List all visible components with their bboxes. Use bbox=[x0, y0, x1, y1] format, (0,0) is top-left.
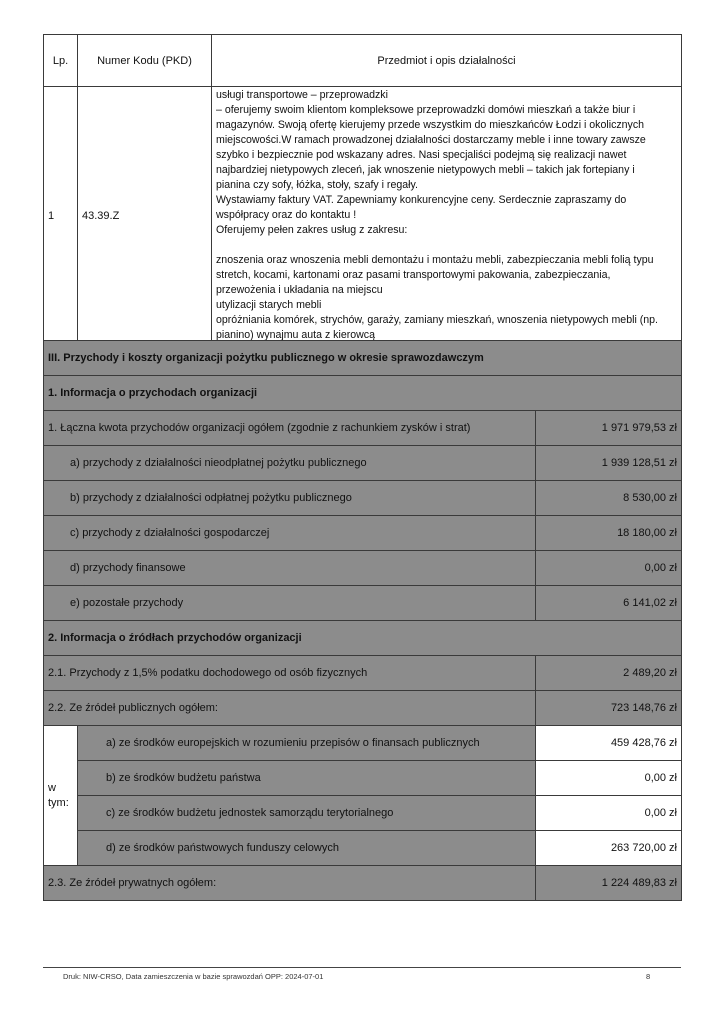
income-item-row bbox=[44, 516, 682, 551]
tax-1-5-amount: 2 489,20 zł bbox=[536, 656, 682, 691]
public-item-row bbox=[44, 761, 682, 796]
income-item-label: b) przychody z działalności odpłatnej pożytku publicznego bbox=[44, 481, 536, 516]
total-income-row bbox=[44, 411, 682, 446]
in-that-word-1: w bbox=[48, 781, 56, 794]
footer-print-info: Druk: NIW-CRSO, Data zamieszczenia w bazie sprawozdań OPP: 2024-07-01 bbox=[63, 972, 324, 981]
pkd-header-row bbox=[44, 35, 682, 87]
description-line: magazynów. Swoją ofertę kierujemy przede wszystkim do mieszkańców Łodzi i okolicznych bbox=[216, 119, 645, 131]
row-lp: 1 bbox=[44, 87, 78, 345]
income-table bbox=[43, 340, 682, 901]
public-item-label: a) ze środków europejskich w rozumieniu przepisów o finansach publicznych bbox=[78, 726, 536, 761]
income-item-amount: 1 939 128,51 zł bbox=[536, 446, 682, 481]
description-line: utylizacji starych mebli bbox=[216, 299, 322, 311]
pkd-row bbox=[44, 87, 682, 345]
col-header-description: Przedmiot i opis działalności bbox=[212, 35, 682, 87]
description-line: współpracy oraz do kontaktu ! bbox=[216, 209, 357, 221]
description-line: Oferujemy pełen zakres usług z zakresu: bbox=[216, 224, 408, 236]
public-total-amount: 723 148,76 zł bbox=[536, 691, 682, 726]
income-item-label: c) przychody z działalności gospodarczej bbox=[44, 516, 536, 551]
description-line: szybko i bezpiecznie pod wskazany adres. Nasi specjaliści podejmą się realizacji nawet bbox=[216, 149, 627, 161]
section-title: III. Przychody i koszty organizacji pożytku publicznego w okresie sprawozdawczym bbox=[44, 341, 682, 376]
income-item-label: e) pozostałe przychody bbox=[44, 586, 536, 621]
description-line: pianino) wynajmu auta z kierowcą bbox=[216, 329, 375, 341]
description-line: pianina czy sofy, łóżka, stoły, szafy i regały. bbox=[216, 179, 418, 191]
income-item-amount: 6 141,02 zł bbox=[536, 586, 682, 621]
income-item-label: a) przychody z działalności nieodpłatnej pożytku publicznego bbox=[44, 446, 536, 481]
public-total-label: 2.2. Ze źródeł publicznych ogółem: bbox=[44, 691, 536, 726]
income-item-row bbox=[44, 446, 682, 481]
description-blank-line bbox=[216, 238, 677, 253]
row-pkd-code: 43.39.Z bbox=[78, 87, 212, 345]
description-line: przewożenia i układania na miejscu bbox=[216, 284, 383, 296]
description-line: usługi transportowe – przeprowadzki bbox=[216, 89, 388, 101]
income-item-amount: 0,00 zł bbox=[536, 551, 682, 586]
total-income-amount: 1 971 979,53 zł bbox=[536, 411, 682, 446]
income-item-amount: 18 180,00 zł bbox=[536, 516, 682, 551]
public-item-amount: 459 428,76 zł bbox=[536, 726, 682, 761]
footer-divider bbox=[43, 967, 681, 968]
description-line: opróżniania komórek, strychów, garaży, zamiany mieszkań, wnoszenia nietypowych mebli (np. bbox=[216, 314, 658, 326]
subsection-title: 2. Informacja o źródłach przychodów organizacji bbox=[44, 621, 682, 656]
in-that-word-2: tym: bbox=[48, 796, 69, 809]
income-item-amount: 8 530,00 zł bbox=[536, 481, 682, 516]
col-header-lp: Lp. bbox=[44, 35, 78, 87]
income-item-row bbox=[44, 481, 682, 516]
income-item-label: d) przychody finansowe bbox=[44, 551, 536, 586]
description-line: miejscowości.W ramach prowadzonej działalności dostarczamy meble i inne towary zawsze bbox=[216, 134, 646, 146]
description-line: Wystawiamy faktury VAT. Zapewniamy konkurencyjne ceny. Serdecznie zapraszamy do bbox=[216, 194, 627, 206]
tax-1-5-label: 2.1. Przychody z 1,5% podatku dochodowego od osób fizycznych bbox=[44, 656, 536, 691]
section-header bbox=[44, 341, 682, 376]
description-line: najbardziej nietypowych zleceń, jak wnoszenie nietypowych mebli – takich jak fortepiany i bbox=[216, 164, 635, 176]
private-total-row bbox=[44, 866, 682, 901]
income-item-row bbox=[44, 551, 682, 586]
page-number: 8 bbox=[646, 972, 651, 981]
row-description bbox=[212, 87, 682, 345]
subsection-header bbox=[44, 621, 682, 656]
public-item-amount: 0,00 zł bbox=[536, 761, 682, 796]
description-line: – oferujemy swoim klientom kompleksowe przeprowadzki domówi mieszkań a także biur i bbox=[216, 104, 636, 116]
pkd-table bbox=[43, 34, 682, 345]
public-total-row bbox=[44, 691, 682, 726]
in-that-label bbox=[44, 726, 78, 866]
public-item-label: c) ze środków budżetu jednostek samorządu terytorialnego bbox=[78, 796, 536, 831]
tax-1-5-row bbox=[44, 656, 682, 691]
total-income-label: 1. Łączna kwota przychodów organizacji ogółem (zgodnie z rachunkiem zysków i strat) bbox=[44, 411, 536, 446]
description-line: stretch, kocami, kartonami oraz pasami transportowymi pakowania, zabezpieczania, bbox=[216, 269, 611, 281]
description-line: znoszenia oraz wnoszenia mebli demontażu i montażu mebli, zabezpieczania mebli folią typu bbox=[216, 254, 654, 266]
private-total-amount: 1 224 489,83 zł bbox=[536, 866, 682, 901]
public-item-amount: 263 720,00 zł bbox=[536, 831, 682, 866]
col-header-pkd: Numer Kodu (PKD) bbox=[78, 35, 212, 87]
subsection-title: 1. Informacja o przychodach organizacji bbox=[44, 376, 682, 411]
public-item-label: b) ze środków budżetu państwa bbox=[78, 761, 536, 796]
subsection-header bbox=[44, 376, 682, 411]
private-total-label: 2.3. Ze źródeł prywatnych ogółem: bbox=[44, 866, 536, 901]
public-item-label: d) ze środków państwowych funduszy celowych bbox=[78, 831, 536, 866]
public-item-amount: 0,00 zł bbox=[536, 796, 682, 831]
public-item-row bbox=[44, 831, 682, 866]
public-item-row bbox=[44, 726, 682, 761]
public-item-row bbox=[44, 796, 682, 831]
income-item-row bbox=[44, 586, 682, 621]
